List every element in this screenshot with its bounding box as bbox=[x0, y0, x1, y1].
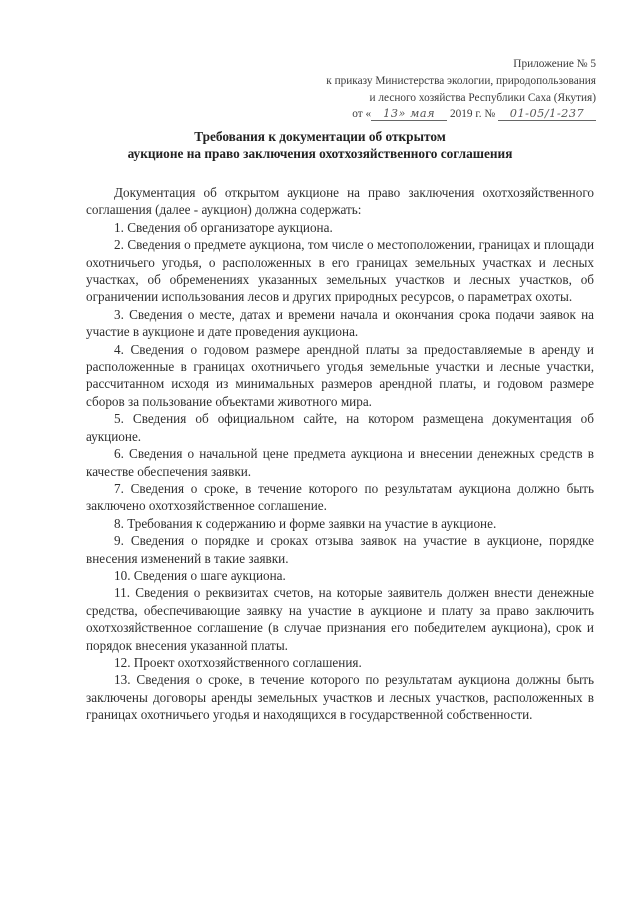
title-line-1: Требования к документации об открытом bbox=[194, 129, 446, 144]
list-item: 7. Сведения о сроке, в течение которого по результатам аукциона должно быть заключено охотхозяйственное соглашение. bbox=[86, 480, 594, 514]
intro-paragraph: Документация об открытом аукционе на право заключения охотхозяйственного соглашения (далее - аукцион) должна содержать: bbox=[86, 185, 594, 218]
title-line-2: аукционе на право заключения охотхозяйственного соглашения bbox=[127, 146, 513, 161]
list-item: 3. Сведения о месте, датах и времени начала и окончания срока подачи заявок на участие в аукционе и дате проведения аукциона. bbox=[86, 306, 594, 340]
list-item: 11. Сведения о реквизитах счетов, на которые заявитель должен внести денежные средства, обеспечивающие заявку на участие в аукционе и плату за право заключить охотхозяйственное соглашение (в случае признания его победителем аукциона), срок и порядок внесения указанной платы. bbox=[86, 585, 594, 653]
handwritten-date: 13» мая bbox=[371, 108, 447, 121]
order-date-number bbox=[352, 108, 596, 121]
list-item: 13. Сведения о сроке, в течение которого по результатам аукциона должны быть заключены договоры аренды земельных участков и лесных участков, расположенных в границах охотничьего угодья и находящихся в государственной собственности. bbox=[86, 672, 594, 723]
from-label: от « bbox=[352, 108, 372, 120]
list-item: 5. Сведения об официальном сайте, на котором размещена документация об аукционе. bbox=[86, 411, 594, 444]
list-item: 1. Сведения об организаторе аукциона. bbox=[114, 219, 333, 235]
appendix-number: Приложение № 5 bbox=[513, 58, 596, 70]
ministry-name-line: и лесного хозяйства Республики Саха (Якутия) bbox=[369, 92, 596, 104]
list-item: 9. Сведения о порядке и сроках отзыва заявок на участие в аукционе, порядке внесения изменений в такие заявки. bbox=[86, 533, 594, 566]
handwritten-order-number: 01-05/1-237 bbox=[498, 108, 596, 121]
order-reference-line: к приказу Министерства экологии, природопользования bbox=[326, 75, 596, 87]
list-item: 6. Сведения о начальной цене предмета аукциона и внесении денежных средств в качестве обеспечения заявки. bbox=[86, 446, 594, 479]
list-item: 4. Сведения о годовом размере арендной платы за предоставляемые в аренду и расположенные в границах охотничьего угодья земельные участки и лесные участки, рассчитанном исходя из минимальных размеров арендной платы, и годовом размере сборов за пользование объектами животного мира. bbox=[86, 341, 594, 409]
year-label: 2019 г. № bbox=[449, 108, 496, 120]
list-item: 8. Требования к содержанию и форме заявки на участие в аукционе. bbox=[114, 515, 497, 531]
document-title bbox=[0, 128, 640, 162]
appendix-header bbox=[266, 56, 596, 107]
list-item: 12. Проект охотхозяйственного соглашения. bbox=[114, 654, 362, 670]
document-body bbox=[86, 184, 594, 724]
list-item: 10. Сведения о шаге аукциона. bbox=[114, 567, 286, 583]
list-item: 2. Сведения о предмете аукциона, том числе о местоположении, границах и площади охотничьего угодья, о расположенных в его границах земельных участках и лесных участках, об обременениях указанных земельных участков и лесных участков, об ограничении использования лесов и других природных ресурсов, о параметрах охоты. bbox=[86, 237, 594, 305]
